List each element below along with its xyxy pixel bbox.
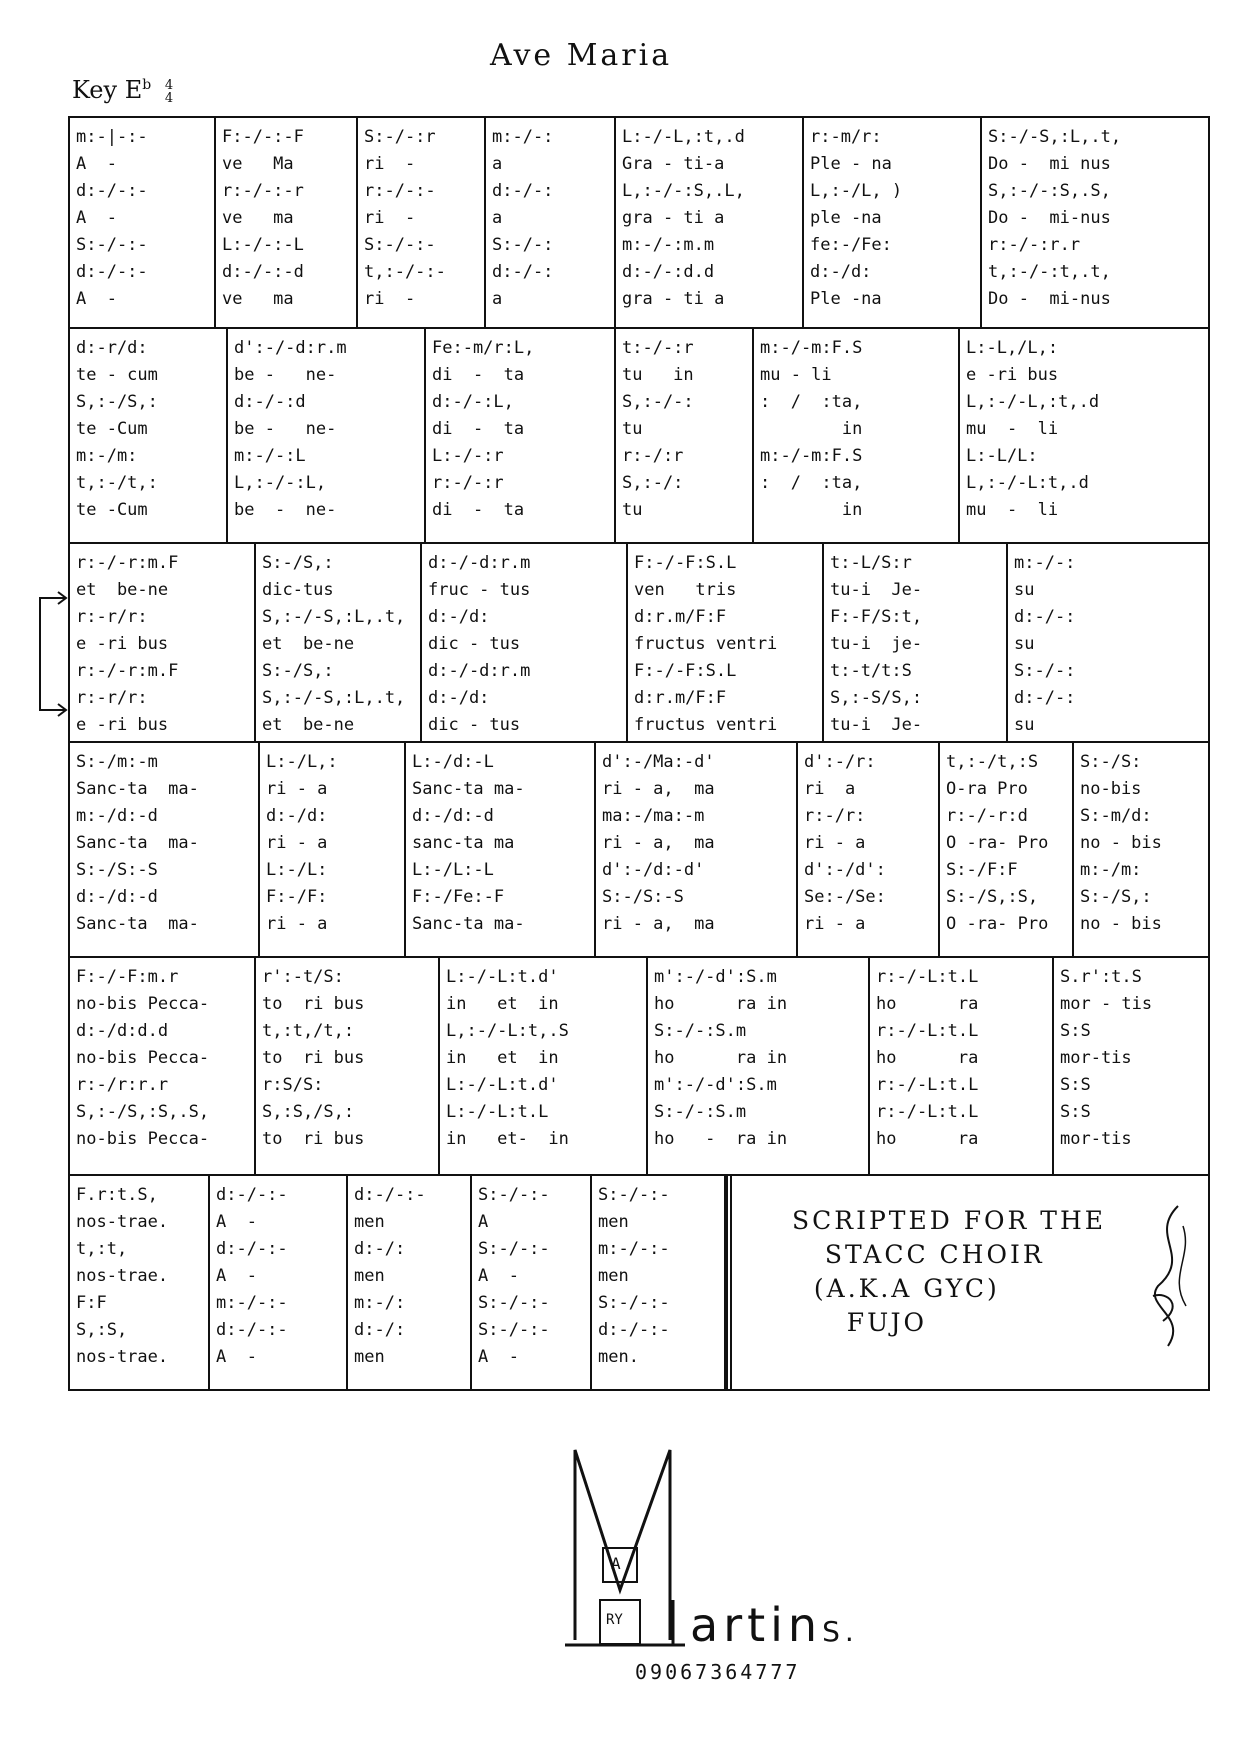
- measure-cell: S:-/-:- A S:-/-:- A - S:-/-:- S:-/-:- A -: [472, 1176, 592, 1389]
- measure-cell: m:-/-: a d:-/-: a S:-/-: d:-/-: a: [486, 118, 616, 327]
- measure-cell: S:-/m:-m Sanc-ta ma- m:-/d:-d Sanc-ta ma- S:-/S:-S d:-/d:-d Sanc-ta ma-: [70, 743, 260, 956]
- measure-cell: L:-/d:-L Sanc-ta ma- d:-/d:-d sanc-ta ma L:-/L:-L F:-/Fe:-F Sanc-ta ma-: [406, 743, 596, 956]
- logo-letters-top: A: [611, 1554, 621, 1573]
- time-bottom: 4: [164, 90, 174, 106]
- measure-cell: F:-/-F:m.r no-bis Pecca- d:-/d:d.d no-bis Pecca- r:-/r:r.r S,:-/S,:S,.S, no-bis Pecca-: [70, 958, 256, 1174]
- phone-number: 09067364777: [635, 1660, 801, 1684]
- measure-cell: d':-/-d:r.m be - ne- d:-/-:d be - ne- m:-/-:L L,:-/-:L, be - ne-: [228, 329, 426, 542]
- measure-cell: S:-/S: no-bis S:-m/d: no - bis m:-/m: S:-/S,: no - bis: [1080, 752, 1162, 934]
- measure-cell: r:-/-L:t.L ho ra r:-/-L:t.L ho ra r:-/-L:t.L r:-/-L:t.L ho ra: [870, 958, 1054, 1174]
- measure-cell: d:-/-d:r.m fruc - tus d:-/d: dic - tus d:-/-d:r.m d:-/d: dic - tus: [422, 544, 628, 741]
- arranger-credit: SCRIPTED FOR THE STACC CHOIR (A.K.A GYC) FUJO: [792, 1206, 1107, 1337]
- key-signature: [72, 76, 173, 105]
- score-row-6: [70, 1176, 1208, 1389]
- key-label: Key: [72, 76, 118, 104]
- score-row-3: [70, 544, 1208, 743]
- measure-cell: d':-/r: ri a r:-/r: ri - a d':-/d': Se:-/Se: ri - a: [798, 743, 940, 956]
- measure-cell: S:-/-:- men m:-/-:- men S:-/-:- d:-/-:- men.: [592, 1176, 726, 1389]
- time-signature: [165, 79, 173, 105]
- measure-cell: m:-|-:- A - d:-/-:- A - S:-/-:- d:-/-:- A -: [70, 118, 216, 327]
- measure-cell: d:-/-:- men d:-/: men m:-/: d:-/: men: [348, 1176, 472, 1389]
- measure-cell: r:-/-r:m.F et be-ne r:-r/r: e -ri bus r:-/-r:m.F r:-r/r: e -ri bus: [70, 544, 256, 741]
- measure-cell: S.r':t.S mor - tis S:S mor-tis S:S S:S mor-tis: [1060, 967, 1153, 1149]
- measure-cell: L:-/-L,:t,.d Gra - ti-a L,:-/-:S,.L, gra - ti a m:-/-:m.m d:-/-:d.d gra - ti a: [616, 118, 804, 327]
- measure-cell: t:-L/S:r tu-i Je- F:-F/S:t, tu-i je- t:-t/t:S S,:-S/S,: tu-i Je-: [824, 544, 1008, 741]
- signature-icon: [1138, 1196, 1198, 1366]
- measure-cell: d:-r/d: te - cum S,:-/S,: te -Cum m:-/m: t,:-/t,: te -Cum: [70, 329, 228, 542]
- measure-cell: F:-/-F:S.L ven tris d:r.m/F:F fructus ventri F:-/-F:S.L d:r.m/F:F fructus ventri: [628, 544, 824, 741]
- logo-word-text: artin: [690, 1598, 823, 1652]
- score-row-1: [70, 118, 1208, 329]
- measure-cell: m:-/-m:F.S mu - li : / :ta, in m:-/-m:F.S : / :ta, in: [754, 329, 960, 542]
- score-row-2: [70, 329, 1208, 544]
- solfa-score-grid: [68, 116, 1210, 1391]
- repeat-arrow-icon: [28, 590, 68, 718]
- measure-cell: t:-/-:r tu in S,:-/-: tu r:-/:r S,:-/: tu: [616, 329, 754, 542]
- logo-word: [690, 1598, 859, 1652]
- measure-cell: r:-m/r: Ple - na L,:-/L, ) ple -na fe:-/Fe: d:-/d: Ple -na: [804, 118, 982, 327]
- measure-cell: S:-/S,: dic-tus S,:-/-S,:L,.t, et be-ne S:-/S,: S,:-/-S,:L,.t, et be-ne: [256, 544, 422, 741]
- measure-cell: t,:-/t,:S O-ra Pro r:-/-r:d O -ra- Pro S:-/F:F S:-/S,:S, O -ra- Pro: [940, 743, 1074, 956]
- measure-cell: L:-/-L:t.d' in et in L,:-/-L:t,.S in et in L:-/-L:t.d' L:-/-L:t.L in et- in: [440, 958, 648, 1174]
- measure-cell: F:-/-:-F ve Ma r:-/-:-r ve ma L:-/-:-L d:-/-:-d ve ma: [216, 118, 358, 327]
- measure-cell: S:-/-S,:L,.t, Do - mi nus S,:-/-:S,.S, Do - mi-nus r:-/-:r.r t,:-/-:t,.t, Do - mi-nus: [988, 127, 1122, 309]
- score-row-5: [70, 958, 1208, 1176]
- measure-cell: d:-/-:- A - d:-/-:- A - m:-/-:- d:-/-:- A -: [210, 1176, 348, 1389]
- measure-cell: S:-/-:r ri - r:-/-:- ri - S:-/-:- t,:-/-:- ri -: [358, 118, 486, 327]
- measure-cell: d':-/Ma:-d' ri - a, ma ma:-/ma:-m ri - a, ma d':-/d:-d' S:-/S:-S ri - a, ma: [596, 743, 798, 956]
- key-accidental: b: [142, 77, 152, 93]
- logo-letters-mid: RY: [606, 1612, 623, 1628]
- measure-cell: L:-L,/L,: e -ri bus L,:-/-L,:t,.d mu - li L:-L/L: L,:-/-L:t,.d mu - li: [966, 338, 1100, 520]
- score-row-4: [70, 743, 1208, 958]
- measure-cell: F.r:t.S, nos-trae. t,:t, nos-trae. F:F S,:S, nos-trae.: [70, 1176, 210, 1389]
- logo-suffix: S.: [822, 1615, 859, 1648]
- time-top: 4: [164, 77, 174, 93]
- arranger-note: [726, 1176, 1208, 1389]
- measure-cell: m:-/-: su d:-/-: su S:-/-: d:-/-: su: [1014, 553, 1076, 735]
- song-title: Ave Maria: [490, 38, 673, 73]
- measure-cell: r':-t/S: to ri bus t,:t,/t,: to ri bus r:S/S: S,:S,/S,: to ri bus: [256, 958, 440, 1174]
- measure-cell: Fe:-m/r:L, di - ta d:-/-:L, di - ta L:-/-:r r:-/-:r di - ta: [426, 329, 616, 542]
- measure-cell: m':-/-d':S.m ho ra in S:-/-:S.m ho ra in m':-/-d':S.m S:-/-:S.m ho - ra in: [648, 958, 870, 1174]
- measure-cell: L:-/L,: ri - a d:-/d: ri - a L:-/L: F:-/F: ri - a: [260, 743, 406, 956]
- key-note: E: [124, 76, 143, 104]
